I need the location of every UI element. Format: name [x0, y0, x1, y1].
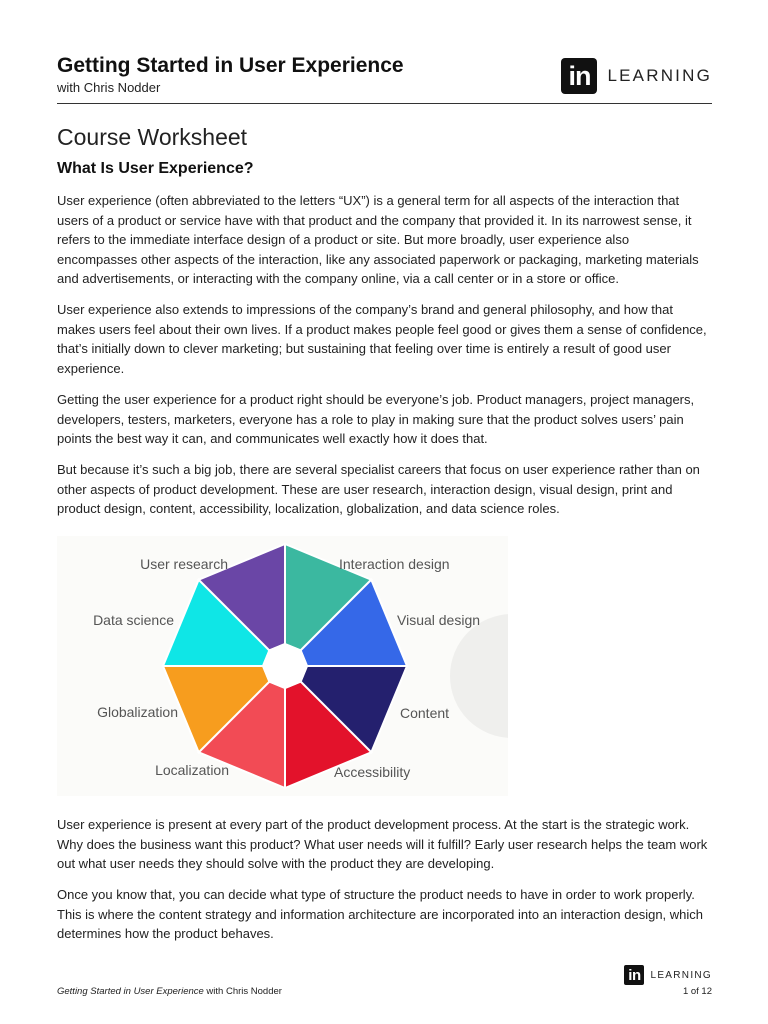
- diagram-label-data-science: Data science: [93, 612, 174, 628]
- body-paragraph: User experience (often abbreviated to the letters “UX”) is a general term for all aspects of the interaction that users of a product or service have with that product and the company that provided it. In its narrowest sense, it refers to the immediate interface design of a product or site. But more broadly, user experience also encompasses other aspects of the interaction, like any associated paperwork or packaging, marketing materials and advertisements, or interacting with the company online, via a call center or in a store or office.: [57, 193, 699, 286]
- body-paragraph: But because it’s such a big job, there are several specialist careers that focus on user experience rather than on other aspects of product development. These are user research, interaction design, visual design, print and product design, content, accessibility, localization, globalization, and data science roles.: [57, 462, 700, 516]
- diagram-label-interaction-design: Interaction design: [339, 556, 450, 572]
- worksheet-title: Course Worksheet: [57, 124, 248, 150]
- body-paragraph: Once you know that, you can decide what type of structure the product needs to have in order to work properly. This is where the content strategy and information architecture are incorporated into an interaction design, which determines how the product behaves.: [57, 887, 704, 941]
- footer-course-credit: [57, 986, 282, 997]
- ux-disciplines-diagram: [57, 536, 508, 796]
- course-author: with Chris Nodder: [57, 80, 161, 95]
- header-divider: [57, 103, 712, 104]
- body-paragraph: User experience also extends to impressions of the company’s brand and general philosophy, and how that makes users feel about their own lives. If a product makes people feel good or gives them a sense of confidence, that’s initially down to clever marketing; but sustaining that feeling over time is entirely a result of good user experience.: [57, 302, 707, 376]
- diagram-label-globalization: Globalization: [97, 704, 178, 720]
- footer-course-title: Getting Started in User Experience: [57, 986, 204, 997]
- course-title: Getting Started in User Experience: [57, 54, 404, 77]
- diagram-label-visual-design: Visual design: [397, 612, 481, 628]
- diagram-label-content: Content: [400, 705, 450, 721]
- body-paragraph: Getting the user experience for a product right should be everyone’s job. Product managers, project managers, developers, testers, marketers, everyone has a role to play in making sure that the product solves users’ pain points the best way it can, and communicates well exactly how it does that.: [57, 392, 695, 446]
- document-header: [57, 52, 712, 95]
- diagram-center: [263, 644, 307, 688]
- body-paragraph: User experience is present at every part of the product development process. At the start is the strategic work. Why does the business want this product? What user needs will it fulfill? Early user research helps the team work out what user needs they should solve with the product they are developing.: [57, 817, 708, 871]
- diagram-label-localization: Localization: [155, 762, 229, 778]
- linkedin-learning-logo: [561, 58, 712, 94]
- linkedin-in-icon: in: [561, 58, 597, 94]
- brand-wordmark: LEARNING: [607, 66, 712, 85]
- footer-brand-wordmark: LEARNING: [650, 969, 712, 981]
- footer-author: with Chris Nodder: [203, 986, 282, 997]
- section-heading: What Is User Experience?: [57, 160, 254, 177]
- diagram-label-user-research: User research: [140, 556, 228, 572]
- linkedin-in-icon: in: [624, 965, 644, 985]
- background-circle: [450, 614, 508, 738]
- footer-linkedin-learning-logo: [624, 965, 712, 985]
- page-number: 1 of 12: [682, 986, 712, 997]
- diagram-label-accessibility: Accessibility: [334, 764, 411, 780]
